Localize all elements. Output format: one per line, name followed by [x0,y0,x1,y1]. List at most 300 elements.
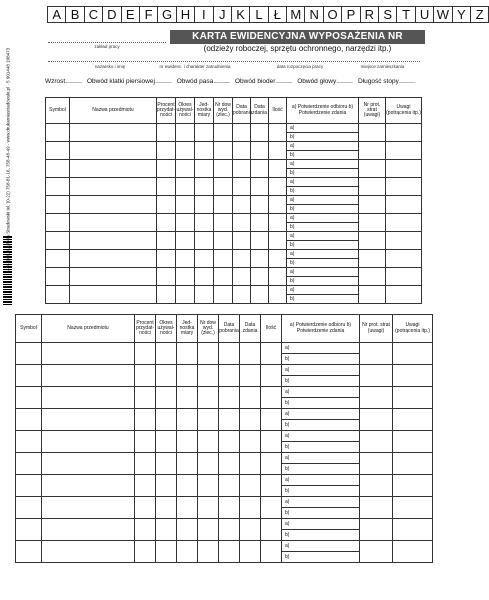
cell-usage-period[interactable] [156,475,177,497]
cell-usage-period[interactable] [176,142,195,160]
measurement-label: Długość stopy ..... [358,78,415,85]
cell-usage-period[interactable] [156,541,177,563]
cell-symbol[interactable] [46,196,70,214]
cell-unit[interactable] [177,541,198,563]
cell-remarks[interactable] [393,453,433,475]
cell-issue-doc[interactable] [214,160,233,178]
form-title: KARTA EWIDENCYJNA WYPOSAŻENIA NR [170,30,425,44]
cell-usage-period[interactable] [156,431,177,453]
cell-symbol[interactable] [46,250,70,268]
cell-remarks[interactable] [386,268,422,286]
cell-date-returned[interactable] [240,497,261,519]
cell-usage-period[interactable] [156,519,177,541]
confirmation-cell-a[interactable]: a) [287,142,359,151]
cell-date-returned[interactable] [240,541,261,563]
cell-unit[interactable] [195,142,214,160]
cell-loss-report[interactable] [359,178,386,196]
alphabet-letter: M [286,6,305,23]
cell-usage-period[interactable] [176,268,195,286]
alphabet-letter: R [360,6,379,23]
cell-item-name[interactable] [70,232,157,250]
cell-percent-usage[interactable] [157,124,176,142]
cell-usage-period[interactable] [176,178,195,196]
cell-quantity[interactable] [269,142,287,160]
cell-date-returned[interactable] [240,519,261,541]
cell-date-returned[interactable] [251,268,269,286]
cell-quantity[interactable] [261,541,282,563]
cell-quantity[interactable] [261,453,282,475]
cell-percent-usage[interactable] [157,250,176,268]
cell-issue-doc[interactable] [214,214,233,232]
column-header-date-taken: Data pobrania [233,98,251,124]
cell-usage-period[interactable] [156,365,177,387]
cell-date-returned[interactable] [240,409,261,431]
cell-date-returned[interactable] [240,431,261,453]
cell-quantity[interactable] [269,250,287,268]
cell-quantity[interactable] [269,214,287,232]
cell-date-taken[interactable] [233,196,251,214]
cell-percent-usage[interactable] [135,343,156,365]
cell-date-returned[interactable] [240,387,261,409]
cell-symbol[interactable] [16,519,42,541]
column-header-quantity: Ilość [269,98,287,124]
cell-percent-usage[interactable] [135,541,156,563]
cell-item-name[interactable] [42,365,135,387]
table-row [46,196,422,205]
cell-symbol[interactable] [46,232,70,250]
cell-date-taken[interactable] [219,541,240,563]
cell-issue-doc[interactable] [214,124,233,142]
cell-remarks[interactable] [393,497,433,519]
cell-unit[interactable] [195,232,214,250]
table-row [46,124,422,133]
cell-loss-report[interactable] [360,431,393,453]
cell-item-name[interactable] [70,124,157,142]
column-header-date-returned: Data zdania [240,315,261,343]
alphabet-letter: O [323,6,342,23]
header-row [46,98,422,124]
confirmation-cell-b[interactable]: b) [282,508,360,519]
cell-symbol[interactable] [16,387,42,409]
cell-quantity[interactable] [261,431,282,453]
cell-unit[interactable] [195,268,214,286]
cell-item-name[interactable] [42,541,135,563]
cell-date-taken[interactable] [219,343,240,365]
cell-quantity[interactable] [269,196,287,214]
table-row [16,409,433,420]
cell-date-taken[interactable] [233,268,251,286]
cell-item-name[interactable] [42,519,135,541]
cell-unit[interactable] [177,475,198,497]
cell-issue-doc[interactable] [214,196,233,214]
cell-issue-doc[interactable] [214,232,233,250]
confirmation-cell-b[interactable]: b) [282,354,360,365]
table-row [16,497,433,508]
alphabet-letter: L [249,6,268,23]
cell-date-returned[interactable] [251,160,269,178]
cell-date-taken[interactable] [233,250,251,268]
cell-issue-doc[interactable] [198,541,219,563]
cell-item-name[interactable] [70,268,157,286]
cell-symbol[interactable] [16,497,42,519]
confirmation-cell-a[interactable]: a) [282,453,360,464]
confirmation-cell-b[interactable]: b) [287,295,359,304]
cell-date-taken[interactable] [219,387,240,409]
cell-usage-period[interactable] [176,196,195,214]
cell-symbol[interactable] [46,268,70,286]
confirmation-cell-b[interactable]: b) [282,442,360,453]
cell-issue-doc[interactable] [214,286,233,304]
cell-date-taken[interactable] [233,286,251,304]
cell-loss-report[interactable] [360,497,393,519]
cell-unit[interactable] [177,431,198,453]
cell-symbol[interactable] [16,409,42,431]
confirmation-cell-b[interactable]: b) [287,223,359,232]
alphabet-letter: J [213,6,232,23]
column-header-symbol: Symbol [16,315,42,343]
cell-symbol[interactable] [46,178,70,196]
cell-date-returned[interactable] [251,124,269,142]
cell-date-taken[interactable] [233,178,251,196]
cell-percent-usage[interactable] [157,178,176,196]
confirmation-cell-a[interactable]: a) [282,409,360,420]
cell-issue-doc[interactable] [198,431,219,453]
cell-unit[interactable] [195,178,214,196]
table-row [16,343,433,354]
column-header-date-returned: Data zdania [251,98,269,124]
cell-symbol[interactable] [16,365,42,387]
cell-quantity[interactable] [269,124,287,142]
cell-quantity[interactable] [269,286,287,304]
cell-date-taken[interactable] [219,453,240,475]
cell-remarks[interactable] [393,541,433,563]
cell-issue-doc[interactable] [198,409,219,431]
confirmation-cell-a[interactable]: a) [287,196,359,205]
cell-percent-usage[interactable] [157,196,176,214]
cell-loss-report[interactable] [359,286,386,304]
column-header-quantity: Ilość [261,315,282,343]
cell-item-name[interactable] [42,431,135,453]
cell-remarks[interactable] [386,250,422,268]
table-row [46,178,422,187]
cell-loss-report[interactable] [359,214,386,232]
cell-issue-doc[interactable] [198,365,219,387]
cell-loss-report[interactable] [360,519,393,541]
cell-date-returned[interactable] [251,286,269,304]
cell-percent-usage[interactable] [135,497,156,519]
cell-symbol[interactable] [46,124,70,142]
cell-remarks[interactable] [386,196,422,214]
confirmation-cell-b[interactable]: b) [282,376,360,387]
cell-percent-usage[interactable] [157,214,176,232]
cell-remarks[interactable] [393,519,433,541]
column-header-unit: Jed-nostka miary [177,315,198,343]
cell-percent-usage[interactable] [135,475,156,497]
confirmation-cell-b[interactable]: b) [287,169,359,178]
table-row [46,286,422,295]
confirmation-cell-a[interactable]: a) [287,268,359,277]
confirmation-cell-b[interactable]: b) [282,486,360,497]
cell-symbol[interactable] [16,475,42,497]
cell-percent-usage[interactable] [157,286,176,304]
cell-usage-period[interactable] [156,387,177,409]
cell-item-name[interactable] [70,160,157,178]
cell-symbol[interactable] [16,453,42,475]
cell-symbol[interactable] [16,431,42,453]
alphabet-letter: Z [470,6,489,23]
cell-remarks[interactable] [386,286,422,304]
cell-symbol[interactable] [46,214,70,232]
cell-issue-doc[interactable] [198,343,219,365]
column-header-loss-report: Nr prot. strat (uwagi) [359,98,386,124]
cell-date-returned[interactable] [251,214,269,232]
cell-date-returned[interactable] [240,343,261,365]
cell-item-name[interactable] [42,409,135,431]
measurement-label: Obwód bioder ..... [235,78,292,85]
cell-item-name[interactable] [42,343,135,365]
cell-remarks[interactable] [386,232,422,250]
cell-item-name[interactable] [70,178,157,196]
cell-item-name[interactable] [42,387,135,409]
cell-unit[interactable] [177,343,198,365]
confirmation-cell-a[interactable]: a) [282,387,360,398]
confirmation-cell-b[interactable]: b) [282,530,360,541]
cell-percent-usage[interactable] [135,365,156,387]
confirmation-cell-b[interactable]: b) [287,187,359,196]
cell-date-taken[interactable] [219,365,240,387]
confirmation-cell-b[interactable]: b) [282,552,360,563]
confirmation-cell-b[interactable]: b) [287,205,359,214]
cell-issue-doc[interactable] [198,519,219,541]
cell-item-name[interactable] [70,214,157,232]
cell-loss-report[interactable] [359,160,386,178]
cell-usage-period[interactable] [176,214,195,232]
confirmation-cell-b[interactable]: b) [287,259,359,268]
cell-quantity[interactable] [261,519,282,541]
cell-remarks[interactable] [393,343,433,365]
cell-usage-period[interactable] [176,286,195,304]
confirmation-cell-a[interactable]: a) [287,286,359,295]
confirmation-cell-b[interactable]: b) [282,398,360,409]
name-caption: nazwisko i imię [94,64,126,69]
confirmation-cell-a[interactable]: a) [287,178,359,187]
cell-issue-doc[interactable] [214,250,233,268]
column-header-item-name: Nazwa przedmiotu [70,98,157,124]
cell-date-taken[interactable] [233,160,251,178]
confirmation-cell-b[interactable]: b) [287,277,359,286]
cell-issue-doc[interactable] [214,178,233,196]
cell-unit[interactable] [195,196,214,214]
cell-item-name[interactable] [70,250,157,268]
cell-remarks[interactable] [386,124,422,142]
confirmation-cell-a[interactable]: a) [287,160,359,169]
cell-date-returned[interactable] [251,142,269,160]
confirmation-cell-a[interactable]: a) [287,124,359,133]
cell-loss-report[interactable] [359,232,386,250]
cell-item-name[interactable] [42,475,135,497]
confirmation-cell-a[interactable]: a) [287,250,359,259]
cell-remarks[interactable] [386,142,422,160]
cell-date-returned[interactable] [240,365,261,387]
cell-date-returned[interactable] [240,475,261,497]
confirmation-cell-a[interactable]: a) [282,431,360,442]
cell-item-name[interactable] [70,142,157,160]
cell-date-returned[interactable] [251,232,269,250]
cell-unit[interactable] [195,250,214,268]
cell-loss-report[interactable] [360,387,393,409]
cell-unit[interactable] [177,365,198,387]
cell-percent-usage[interactable] [135,519,156,541]
cell-symbol[interactable] [46,142,70,160]
cell-remarks[interactable] [393,431,433,453]
cell-unit[interactable] [195,214,214,232]
cell-remarks[interactable] [386,214,422,232]
column-header-loss-report: Nr prot. strat (uwagi) [360,315,393,343]
cell-issue-doc[interactable] [198,497,219,519]
cell-usage-period[interactable] [156,453,177,475]
cell-symbol[interactable] [16,343,42,365]
cell-quantity[interactable] [261,387,282,409]
confirmation-cell-a[interactable]: a) [282,365,360,376]
cell-quantity[interactable] [261,365,282,387]
cell-date-taken[interactable] [219,497,240,519]
alphabet-letter: E [121,6,140,23]
cell-percent-usage[interactable] [157,268,176,286]
cell-item-name[interactable] [42,453,135,475]
cell-date-returned[interactable] [251,178,269,196]
measurement-label: Wzrost ..... [45,78,81,85]
cell-issue-doc[interactable] [214,142,233,160]
confirmation-cell-a[interactable]: a) [282,519,360,530]
confirmation-cell-a[interactable]: a) [282,497,360,508]
cell-loss-report[interactable] [360,365,393,387]
cell-remarks[interactable] [393,475,433,497]
cell-loss-report[interactable] [359,268,386,286]
cell-date-taken[interactable] [233,232,251,250]
confirmation-cell-b[interactable]: b) [287,151,359,160]
cell-usage-period[interactable] [156,497,177,519]
cell-unit[interactable] [195,124,214,142]
confirmation-cell-a[interactable]: a) [287,214,359,223]
cell-loss-report[interactable] [359,250,386,268]
confirmation-cell-a[interactable]: a) [282,541,360,552]
cell-symbol[interactable] [16,541,42,563]
cell-issue-doc[interactable] [198,475,219,497]
cell-item-name[interactable] [70,286,157,304]
table-row [46,232,422,241]
cell-date-taken[interactable] [233,214,251,232]
cell-remarks[interactable] [386,178,422,196]
cell-quantity[interactable] [269,232,287,250]
cell-percent-usage[interactable] [157,160,176,178]
alphabet-letter: K [231,6,250,23]
cell-date-taken[interactable] [219,431,240,453]
cell-unit[interactable] [195,286,214,304]
confirmation-cell-b[interactable]: b) [282,464,360,475]
cell-issue-doc[interactable] [198,453,219,475]
start-date-caption: data rozpoczęcia pracy [276,64,324,69]
cell-usage-period[interactable] [176,124,195,142]
cell-usage-period[interactable] [156,409,177,431]
cell-item-name[interactable] [70,196,157,214]
cell-remarks[interactable] [386,160,422,178]
alphabet-letter: W [433,6,452,23]
cell-percent-usage[interactable] [135,431,156,453]
cell-quantity[interactable] [261,497,282,519]
cell-date-taken[interactable] [219,519,240,541]
cell-quantity[interactable] [269,178,287,196]
cell-remarks[interactable] [393,387,433,409]
table-row [16,475,433,486]
cell-date-returned[interactable] [251,250,269,268]
cell-unit[interactable] [177,497,198,519]
alphabet-letter: U [415,6,434,23]
table-row [16,387,433,398]
cell-date-taken[interactable] [219,409,240,431]
cell-date-taken[interactable] [233,142,251,160]
cell-date-taken[interactable] [219,475,240,497]
cell-usage-period[interactable] [156,343,177,365]
cell-loss-report[interactable] [360,541,393,563]
cell-percent-usage[interactable] [157,142,176,160]
cell-date-returned[interactable] [251,196,269,214]
confirmation-cell-a[interactable]: a) [282,475,360,486]
cell-item-name[interactable] [42,497,135,519]
cell-loss-report[interactable] [359,196,386,214]
cell-unit[interactable] [177,519,198,541]
cell-usage-period[interactable] [176,160,195,178]
cell-unit[interactable] [195,160,214,178]
cell-unit[interactable] [177,387,198,409]
measurements-row [45,78,415,85]
cell-issue-doc[interactable] [198,387,219,409]
cell-issue-doc[interactable] [214,268,233,286]
cell-remarks[interactable] [393,365,433,387]
cell-loss-report[interactable] [360,475,393,497]
cell-quantity[interactable] [261,475,282,497]
confirmation-cell-a[interactable]: a) [282,343,360,354]
confirmation-cell-b[interactable]: b) [282,420,360,431]
cell-percent-usage[interactable] [135,409,156,431]
cell-quantity[interactable] [269,268,287,286]
cell-loss-report[interactable] [360,453,393,475]
cell-date-taken[interactable] [233,124,251,142]
cell-unit[interactable] [177,409,198,431]
cell-quantity[interactable] [261,409,282,431]
cell-date-returned[interactable] [240,453,261,475]
cell-symbol[interactable] [46,160,70,178]
cell-unit[interactable] [177,453,198,475]
cell-quantity[interactable] [261,343,282,365]
cell-loss-report[interactable] [359,124,386,142]
cell-percent-usage[interactable] [135,453,156,475]
confirmation-cell-b[interactable]: b) [287,133,359,142]
cell-percent-usage[interactable] [135,387,156,409]
cell-usage-period[interactable] [176,250,195,268]
confirmation-cell-b[interactable]: b) [287,241,359,250]
cell-percent-usage[interactable] [157,232,176,250]
cell-symbol[interactable] [46,286,70,304]
confirmation-cell-a[interactable]: a) [287,232,359,241]
cell-loss-report[interactable] [359,142,386,160]
cell-loss-report[interactable] [360,343,393,365]
table-row [16,431,433,442]
cell-remarks[interactable] [393,409,433,431]
workplace-line [48,42,166,43]
cell-loss-report[interactable] [360,409,393,431]
cell-usage-period[interactable] [176,232,195,250]
cell-quantity[interactable] [269,160,287,178]
